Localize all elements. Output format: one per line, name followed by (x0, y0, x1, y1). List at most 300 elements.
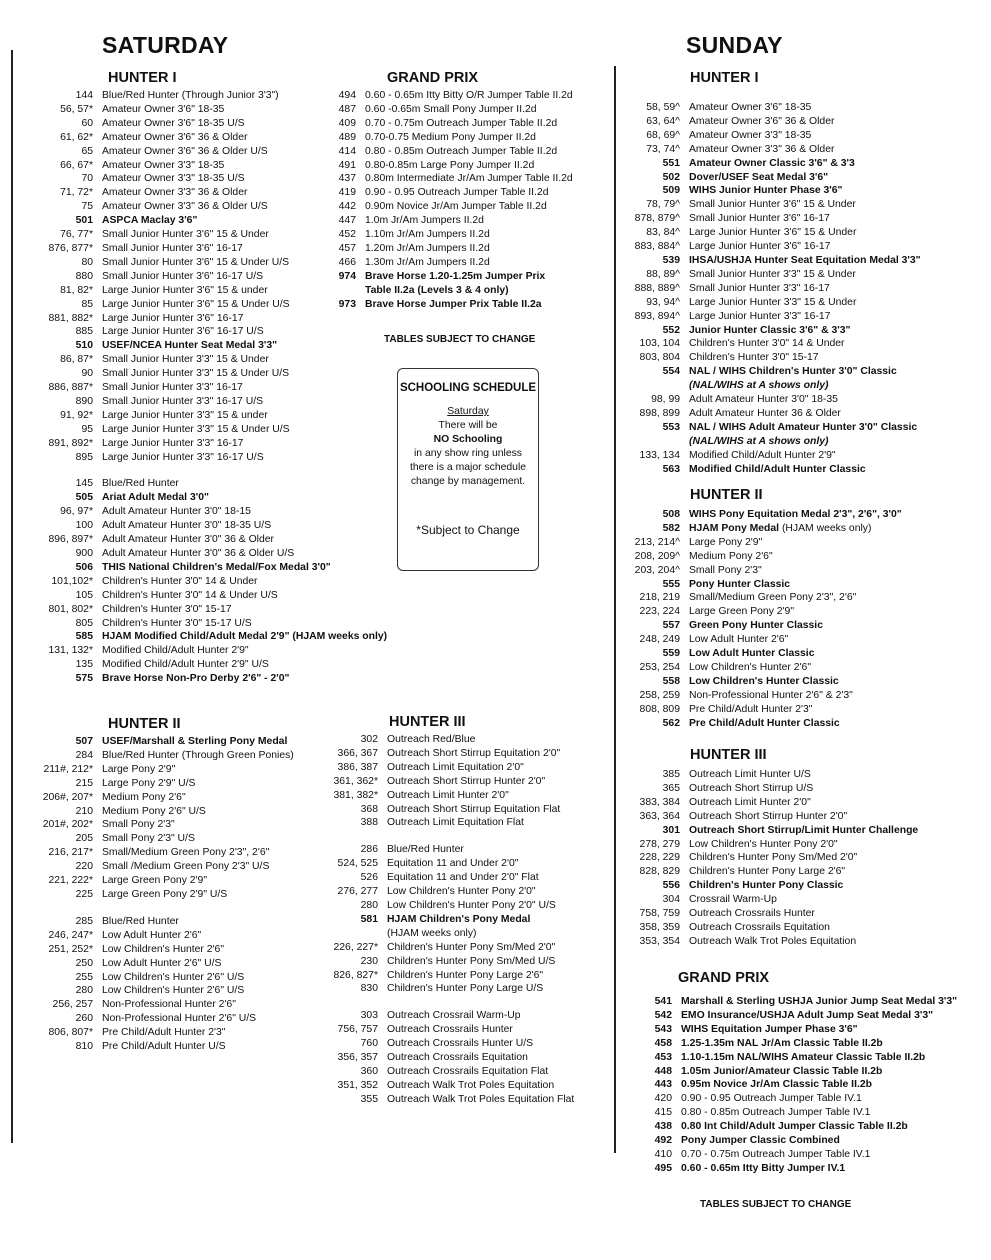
class-number: 448 (654, 1065, 672, 1077)
class-number: 284 (75, 749, 93, 761)
schedule-row (322, 200, 612, 214)
schedule-row (322, 103, 612, 117)
class-name-text: 0.80 - 0.85m Outreach Jumper Table II.2d (365, 145, 558, 157)
schedule-row (30, 791, 330, 805)
class-number: 562 (662, 717, 680, 729)
schedule-row (620, 661, 965, 675)
schooling-schedule-box (397, 368, 539, 571)
class-name-text: Large Junior Hunter 3'6" 15 & under (102, 284, 268, 296)
class-number: 409 (338, 117, 356, 129)
class-name-text: Medium Pony 2'6" U/S (102, 805, 206, 817)
class-name (93, 1012, 256, 1026)
class-name (680, 351, 819, 365)
class-name (356, 242, 490, 256)
schedule-row (30, 603, 340, 617)
class-name (680, 393, 838, 407)
schedule-row (30, 256, 340, 270)
class-name (680, 893, 777, 907)
section-title: HUNTER I (108, 70, 177, 86)
class-number: 541 (654, 996, 672, 1007)
class-number: 898, 899 (639, 407, 680, 419)
class-name (93, 1040, 226, 1054)
class-name-text: Children's Hunter 3'0" 14 & Under (102, 575, 258, 587)
class-name (378, 982, 543, 996)
class-name (356, 103, 537, 117)
class-name-text: Small Junior Hunter 3'3" 15 & Under U/S (102, 368, 290, 380)
class-name-text: Low Children's Hunter Pony 2'0" (387, 886, 536, 898)
class-number: 880 (75, 270, 93, 282)
class-name-text: Modified Child/Adult Hunter 2'9" (689, 449, 836, 461)
class-name (672, 1023, 858, 1037)
class-name-text: Adult Amateur Hunter 3'0" 18-15 (102, 506, 251, 518)
class-number: 756, 757 (337, 1024, 378, 1036)
class-number: 896, 897* (48, 534, 93, 546)
class-number: 388 (360, 817, 378, 829)
class-number: 226, 227* (333, 941, 378, 953)
class-number: 103, 104 (639, 338, 680, 350)
section-title: HUNTER II (690, 487, 763, 503)
class-name (378, 816, 524, 830)
schedule-row (620, 935, 965, 949)
class-name-text: Children's Hunter 3'0" 14 & Under (689, 338, 845, 350)
class-number: 353, 354 (639, 935, 680, 947)
class-name-text: Outreach Walk Trot Poles Equitation (387, 1079, 555, 1091)
class-number: 558 (662, 675, 680, 687)
class-name (356, 270, 545, 284)
class-name (93, 103, 224, 117)
class-number: 552 (662, 324, 680, 336)
class-name (378, 789, 509, 803)
schedule-row (318, 1079, 610, 1093)
class-name-text: 1.10m Jr/Am Jumpers II.2d (365, 229, 490, 241)
schedule-row (620, 689, 965, 703)
class-name-text: 0.70 - 0.75m Outreach Jumper Table IV.1 (681, 1148, 871, 1160)
schedule-row (322, 242, 612, 256)
class-number: 100 (75, 520, 93, 532)
class-name-text: 0.90 - 0.95 Outreach Jumper Table II.2d (365, 187, 549, 199)
schedule-row (620, 1148, 980, 1162)
class-name-text: Outreach Limit Equitation Flat (387, 817, 524, 829)
schedule-row (620, 703, 965, 717)
schooling-line: change by management. (410, 476, 526, 487)
class-name (672, 1051, 925, 1065)
class-name (680, 254, 921, 268)
class-number: 56, 57* (60, 103, 93, 115)
class-name (680, 782, 813, 796)
class-number: 246, 247* (48, 929, 93, 941)
schedule-row (620, 838, 965, 852)
class-number: 507 (75, 736, 93, 747)
schedule-row (30, 339, 340, 353)
class-name-text: Large Pony 2'9" U/S (102, 777, 196, 789)
class-number: 351, 352 (337, 1079, 378, 1091)
class-name-text: Small Junior Hunter 3'6" 16-17 (102, 242, 243, 254)
schedule-row (620, 796, 965, 810)
class-number: 495 (654, 1162, 672, 1174)
schedule-row (318, 857, 610, 871)
class-number: 355 (360, 1093, 378, 1105)
class-number: 876, 877* (48, 242, 93, 254)
class-name (680, 184, 842, 198)
class-number: 801, 802* (48, 603, 93, 615)
class-name-text: Small Junior Hunter 3'6" 16-17 U/S (102, 270, 264, 282)
class-name (680, 578, 790, 592)
class-name-text: Outreach Limit Equitation 2'0" (387, 761, 524, 773)
schedule-list (322, 89, 612, 312)
class-name-text: Outreach Short Stirrup Equitation 2'0" (387, 747, 561, 759)
class-name (93, 658, 269, 672)
class-name (680, 508, 902, 522)
schedule-row (30, 1040, 330, 1054)
class-number: 555 (662, 578, 680, 590)
class-number: 366, 367 (337, 747, 378, 759)
schedule-row (30, 658, 340, 672)
schedule-row (318, 871, 610, 885)
schedule-row (30, 805, 330, 819)
class-name (680, 463, 866, 477)
class-name-text: (HJAM weeks only) (387, 927, 477, 939)
class-name (93, 672, 289, 686)
class-name-text: Outreach Limit Hunter 2'0" (387, 789, 509, 801)
schedule-row (318, 941, 610, 955)
schedule-row (322, 159, 612, 173)
class-number: 810 (75, 1041, 93, 1053)
class-number: 98, 99 (651, 394, 680, 406)
schedule-row (620, 115, 965, 129)
class-name (93, 200, 268, 214)
class-name (93, 477, 179, 491)
class-number: 760 (360, 1038, 378, 1050)
schedule-row (318, 982, 610, 996)
class-name (680, 171, 828, 185)
class-name-text: Small Pony 2'3" (689, 564, 762, 576)
class-name-text: Small Junior Hunter 3'3" 15 & Under (102, 354, 269, 366)
class-name (93, 491, 209, 505)
schedule-row (30, 145, 340, 159)
schedule-row (620, 240, 965, 254)
class-name (356, 256, 490, 270)
class-number: 360 (360, 1065, 378, 1077)
schedule-row (318, 1023, 610, 1037)
class-name-text: USEF/NCEA Hunter Seat Medal 3'3" (102, 340, 278, 352)
class-name (680, 198, 856, 212)
class-number: 489 (338, 131, 356, 143)
schedule-row (620, 824, 965, 838)
section-title: GRAND PRIX (678, 970, 770, 986)
class-number: 304 (662, 894, 680, 906)
schedule-row (30, 117, 340, 131)
day-divider-line (614, 66, 616, 1153)
class-name (93, 603, 232, 617)
class-name (378, 1079, 554, 1093)
schedule-row (30, 617, 340, 631)
schedule-row (620, 407, 965, 421)
schedule-row (30, 888, 330, 902)
class-name-text: Children's Hunter Pony Sm/Med 2'0" (689, 852, 858, 864)
schedule-row (620, 1051, 980, 1065)
schedule-list (620, 101, 965, 476)
class-name-text: Small Junior Hunter 3'3" 16-17 (689, 282, 830, 294)
class-name (680, 935, 856, 949)
class-name-text: Non-Professional Hunter 2'6" & 2'3" (689, 689, 853, 701)
class-name (378, 913, 530, 927)
schedule-row (30, 270, 340, 284)
schedule-row (30, 423, 340, 437)
class-number: 890 (75, 395, 93, 407)
class-name (680, 421, 917, 435)
class-number: 276, 277 (337, 886, 378, 898)
class-name (356, 145, 557, 159)
class-number: 883, 884^ (634, 241, 680, 253)
class-name-text: Pony Hunter Classic (689, 578, 791, 590)
class-name-text: Children's Hunter Pony Classic (689, 880, 844, 892)
schedule-row (30, 644, 340, 658)
schedule-row (30, 367, 340, 381)
schedule-row (620, 171, 965, 185)
class-number: 543 (654, 1023, 672, 1035)
class-name-text: Children's Hunter Pony Sm/Med U/S (387, 955, 556, 967)
class-name-text: Outreach Crossrails Hunter U/S (387, 1038, 534, 1050)
class-number: 502 (662, 171, 680, 183)
schedule-row (620, 101, 965, 115)
class-name-text: Marshall & Sterling USHJA Junior Jump Seat Medal 3'3" (681, 996, 958, 1007)
schedule-row (620, 1023, 980, 1037)
class-name-text: 0.95m Novice Jr/Am Classic Table II.2b (681, 1079, 872, 1091)
schedule-row (30, 89, 340, 103)
schedule-row (620, 1120, 980, 1134)
class-name (378, 955, 555, 969)
class-number: 415 (654, 1107, 672, 1119)
class-number: 213, 214^ (634, 536, 680, 548)
schedule-row (322, 131, 612, 145)
class-name-text: Adult Amateur Hunter 36 & Older (689, 407, 841, 419)
class-name (680, 268, 856, 282)
schedule-row (620, 1106, 980, 1120)
class-name-text: Outreach Short Stirrup Hunter 2'0" (387, 775, 546, 787)
class-name-text: Low Adult Hunter 2'6" (689, 634, 789, 646)
class-name-text: 0.60 - 0.65m Itty Bitty O/R Jumper Table II.2d (365, 90, 573, 101)
class-number: 145 (75, 478, 93, 490)
class-name (356, 214, 484, 228)
class-number: 466 (338, 256, 356, 268)
class-number: 381, 382* (333, 789, 378, 801)
class-number: 221, 222* (48, 875, 93, 887)
class-number: 506 (75, 561, 93, 573)
class-name-text: WIHS Junior Hunter Phase 3'6" (689, 185, 843, 197)
schedule-row (30, 818, 330, 832)
class-name-text: Amateur Owner 3'6" 36 & Older U/S (102, 145, 268, 157)
class-number: 554 (662, 366, 680, 378)
class-name (680, 522, 871, 536)
class-number: 563 (662, 463, 680, 475)
class-name-text: Medium Pony 2'6" (102, 791, 186, 803)
class-name-text: Blue/Red Hunter (387, 844, 464, 856)
row-spacer (318, 830, 610, 843)
class-name-text: Brave Horse Non-Pro Derby 2'6" - 2'0" (102, 673, 290, 685)
section-title: HUNTER I (690, 70, 759, 86)
class-number: 286 (360, 844, 378, 856)
class-name-text: Large Junior Hunter 3'3" 15 & under (102, 409, 268, 421)
class-name (93, 89, 279, 103)
schedule-row (620, 268, 965, 282)
class-name-text: Amateur Owner 3'6" 36 & Older (689, 115, 835, 127)
class-number: 256, 257 (52, 999, 93, 1011)
schedule-row (322, 89, 612, 103)
class-number: 805 (75, 617, 93, 629)
schedule-row (620, 157, 965, 171)
row-spacer (30, 902, 330, 915)
class-name-text: Large Pony 2'9" (102, 763, 176, 775)
schedule-row (30, 589, 340, 603)
class-name (680, 296, 856, 310)
class-name (93, 860, 269, 874)
class-number: 356, 357 (337, 1052, 378, 1064)
class-name (93, 644, 249, 658)
class-name (93, 325, 264, 339)
schedule-row (30, 200, 340, 214)
schedule-row (30, 409, 340, 423)
schedule-row (30, 1026, 330, 1040)
schedule-row (620, 226, 965, 240)
class-name (93, 998, 236, 1012)
class-name-text: Brave Horse 1.20-1.25m Jumper Prix (365, 270, 546, 282)
class-name (93, 437, 243, 451)
schedule-row (30, 1012, 330, 1026)
schedule-row (620, 564, 965, 578)
schedule-row (30, 929, 330, 943)
class-name-text: Junior Hunter Classic 3'6" & 3'3" (689, 324, 851, 336)
schedule-row (30, 846, 330, 860)
class-number: 453 (654, 1051, 672, 1063)
schedule-row (318, 733, 610, 747)
section-title: HUNTER III (389, 714, 466, 730)
saturday-grandprix-section (322, 70, 612, 312)
class-name-text: Amateur Owner 3'3" 36 & Older (102, 187, 248, 199)
class-number (318, 927, 378, 941)
class-name (680, 865, 845, 879)
class-number (620, 379, 680, 393)
class-number: 358, 359 (639, 921, 680, 933)
class-name (680, 605, 794, 619)
class-number: 302 (360, 734, 378, 745)
class-name (356, 131, 536, 145)
class-name (680, 619, 823, 633)
class-name (378, 871, 539, 885)
class-name (93, 929, 201, 943)
class-name-text: Small Junior Hunter 3'6" 15 & Under (102, 229, 269, 241)
class-name-text: Outreach Limit Hunter 2'0" (689, 796, 811, 808)
class-name (356, 200, 547, 214)
class-number: 76, 77* (60, 229, 93, 241)
class-name (378, 803, 560, 817)
class-name (680, 851, 857, 865)
class-name (672, 1162, 845, 1176)
class-name-text: Large Green Pony 2'9" (102, 875, 208, 887)
class-name (672, 995, 957, 1009)
class-name-text: 0.60 -0.65m Small Pony Jumper II.2d (365, 103, 537, 115)
class-number: 253, 254 (639, 661, 680, 673)
class-number: 526 (360, 872, 378, 884)
class-name (672, 1134, 840, 1148)
class-name-text: Equitation 11 and Under 2'0" Flat (387, 872, 539, 884)
class-name-text: Outreach Crossrails Hunter (387, 1024, 513, 1036)
class-name-text: 0.80-0.85m Large Pony Jumper II.2d (365, 159, 535, 171)
schedule-row (30, 103, 340, 117)
class-name (680, 115, 834, 129)
class-number: 73, 74^ (646, 143, 680, 155)
class-name-text: Large Junior Hunter 3'6" 15 & Under (689, 227, 857, 239)
schedule-row (318, 913, 610, 927)
class-number: 206#, 207* (42, 791, 93, 803)
class-name-text: Large Junior Hunter 3'6" 16-17 (102, 312, 244, 324)
schedule-row (30, 325, 340, 339)
section-title: HUNTER II (108, 716, 181, 732)
class-number: 557 (662, 620, 680, 632)
class-number: 90 (81, 368, 93, 380)
class-number: 75 (81, 201, 93, 213)
schedule-list (620, 995, 980, 1176)
schedule-row (620, 995, 980, 1009)
schedule-row (322, 256, 612, 270)
schedule-row (30, 242, 340, 256)
schedule-row (30, 284, 340, 298)
schedule-row (30, 437, 340, 451)
class-number: 208, 209^ (634, 550, 680, 562)
class-name-text: Table II.2a (Levels 3 & 4 only) (365, 284, 509, 296)
schedule-row (620, 647, 965, 661)
class-number: 203, 204^ (634, 564, 680, 576)
schedule-row (322, 214, 612, 228)
class-name (680, 661, 811, 675)
class-name-text: Low Adult Hunter 2'6" (102, 929, 202, 941)
class-number: 447 (338, 215, 356, 227)
schedule-row (30, 533, 340, 547)
class-name-text: Small /Medium Green Pony 2'3" U/S (102, 861, 270, 873)
class-name (93, 131, 247, 145)
class-number: 581 (360, 913, 378, 925)
schedule-row (620, 675, 965, 689)
schedule-row (620, 337, 965, 351)
class-name (680, 449, 836, 463)
class-name (93, 117, 245, 131)
class-name (378, 1037, 533, 1051)
class-name (93, 214, 197, 228)
class-name (680, 143, 834, 157)
class-name-text: Pony Jumper Classic Combined (681, 1135, 840, 1147)
schooling-title: SCHOOLING SCHEDULE (399, 382, 537, 394)
class-name (680, 310, 830, 324)
class-number: 144 (75, 90, 93, 101)
class-name (356, 298, 542, 312)
class-number: 808, 809 (639, 703, 680, 715)
class-name-text: HJAM Modified Child/Adult Medal 2'9" (HJAM weeks only) (102, 631, 388, 643)
class-number: 71, 72* (60, 187, 93, 199)
class-name (378, 1093, 574, 1107)
class-name-text: Small/Medium Green Pony 2'3", 2'6" (102, 847, 270, 859)
class-name (93, 575, 258, 589)
class-name-text: 0.90 - 0.95 Outreach Jumper Table IV.1 (681, 1093, 862, 1105)
schedule-row (318, 1037, 610, 1051)
class-name-text: 0.60 - 0.65m Itty Bitty Jumper IV.1 (681, 1162, 846, 1174)
class-number: 215 (75, 777, 93, 789)
class-name (680, 407, 841, 421)
class-number: 66, 67* (60, 159, 93, 171)
class-name-text: Amateur Owner 3'3" 36 & Older U/S (102, 201, 268, 213)
schedule-row (322, 228, 612, 242)
class-name (672, 1120, 908, 1134)
class-name (93, 846, 269, 860)
class-name-text: EMO Insurance/USHJA Adult Jump Seat Medal 3'3" (681, 1009, 934, 1021)
